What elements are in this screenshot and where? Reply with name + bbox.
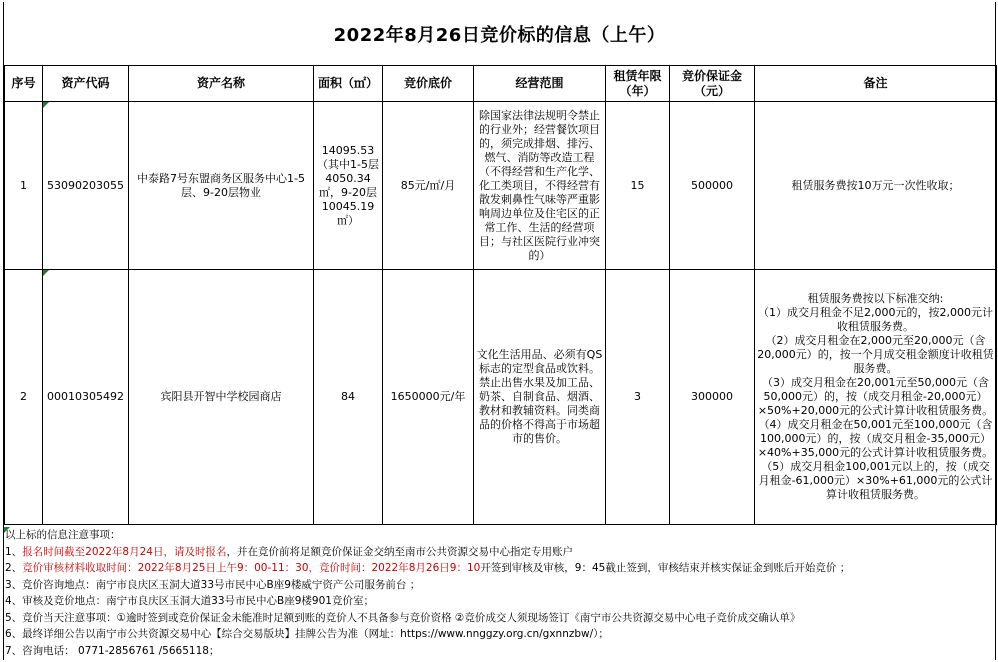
cell-deposit: 500000	[670, 102, 755, 270]
header-seq: 序号	[5, 66, 43, 102]
note-6: 6、最终详细公告以南宁市公共资源交易中心【综合交易版块】挂牌公告为准（网址：https://www.nnggzy.org.cn/gxnnzbw/）；	[5, 628, 609, 640]
remark-line: （4）成交月租金在50,001元至100,000元（含100,000元）的，按（成交月租金-35,000元）×40%+35,000元的公式计算计收租赁服务费。	[757, 418, 994, 459]
cell-code	[43, 102, 129, 270]
header-name: 资产名称	[129, 66, 314, 102]
note-5: 5、竞价当天注意事项：①逾时签到或竞价保证金未能准时足额到账的竞价人不具备参与竞价资格 ②竞价成交人须现场签订《南宁市公共资源交易中心电子竞价成交确认单》	[5, 611, 801, 624]
cell-price: 85元/㎡/月	[383, 102, 474, 270]
table-row	[5, 102, 997, 270]
remark-line: （5）成交月租金100,001元以上的，按（成交月租金-61,000元）×30%+61,000元的公式计算计收租赁服务费。	[758, 460, 993, 501]
note-4: 4、审核及竞价地点：南宁市良庆区玉洞大道33号市民中心B座9楼901竞价室；	[5, 595, 374, 607]
cell-seq: 2	[5, 270, 43, 525]
cell-area: 14095.53（其中1-5层4050.34㎡，9-20层10045.19㎡）	[314, 102, 383, 270]
spreadsheet-sheet	[3, 2, 996, 660]
cell-code-text: 53090203055	[47, 178, 124, 192]
cell-deposit: 300000	[670, 270, 755, 525]
cell-name: 宾阳县开智中学校园商店	[129, 270, 314, 525]
remark-line: （1）成交月租金不足2,000元的，按2,000元计收租赁服务费。	[758, 306, 993, 333]
note-2-rest: 开签到审核及审核，9：45截止签到，审核结束并核实保证金到账后开始竞价 ；	[480, 562, 851, 574]
cell-code-text: 00010305492	[47, 390, 124, 403]
cell-remark: 租赁服务费按10万元一次性收取；	[755, 102, 997, 270]
bid-table	[4, 65, 997, 525]
cell-area: 84	[314, 270, 383, 525]
cell-remark	[755, 270, 997, 525]
note-2-prefix: 2、	[5, 562, 23, 574]
cell-price: 1650000元/年	[383, 270, 474, 525]
table-header-row	[5, 66, 997, 102]
cell-seq: 1	[5, 102, 43, 270]
note-1	[5, 544, 996, 561]
header-deposit: 竞价保证金（元）	[670, 66, 755, 102]
note-2	[5, 560, 996, 577]
header-scope: 经营范围	[474, 66, 606, 102]
table-row	[5, 270, 997, 525]
cell-marker	[4, 527, 10, 533]
header-years: 租赁年限（年）	[606, 66, 670, 102]
note-1-rest: ，并在竞价前将足额竞价保证金交纳至南市公共资源交易中心指定专用账户	[226, 545, 573, 558]
cell-scope: 除国家法律法规明令禁止的行业外；经营餐饮项目的，须完成排烟、排污、燃气、消防等改造工程（不得经营和生产化学、化工类项目，不得经营有散发刺鼻性气味等严重影响周边单位及住宅区的正常工作、生活的经营项目；与社区医院行业冲突的）	[474, 102, 606, 270]
header-price: 竞价底价	[383, 66, 474, 102]
cell-marker	[43, 102, 49, 108]
cell-marker	[43, 270, 49, 276]
header-code: 资产代码	[43, 66, 129, 102]
cell-code	[43, 270, 129, 525]
cell-name: 中泰路7号东盟商务区服务中心1-5层、9-20层物业	[129, 102, 314, 270]
cell-years: 3	[606, 270, 670, 525]
remark-line: 租赁服务费按以下标准交纳:	[807, 292, 944, 305]
note-2-highlight: 竞价审核材料收取时间：2022年8月25日上午9：00-11：30，竞价时间：2022年8月26日9：10	[22, 562, 481, 574]
header-area: 面积（㎡）	[314, 66, 383, 102]
cell-years: 15	[606, 102, 670, 270]
note-1-prefix: 1、	[5, 545, 23, 558]
notes-section	[4, 527, 996, 660]
cell-scope: 文化生活用品、必须有QS标志的定型食品或饮料。禁止出售水果及加工品、奶茶、自制食品、烟酒、教材和教辅资料。同类商品的价格不得高于市场超市的售价。	[474, 270, 606, 525]
remark-line: （3）成交月租金在20,001元至50,000元（含50,000元）的，按（成交月租金-20,000元）×50%+20,000元的公式计算计收租赁服务费。	[757, 376, 994, 417]
note-1-highlight: 报名时间截至2022年8月24日，请及时报名	[22, 545, 227, 558]
note-3: 3、竞价咨询地点：南宁市良庆区玉洞大道33号市民中心B座9楼威宁资产公司服务前台 ；	[5, 578, 421, 591]
notes-intro: 以上标的信息注意事项：	[5, 529, 121, 541]
page-title: 2022年8月26日竞价标的信息（上午）	[4, 2, 995, 66]
remark-line: （2）成交月租金在2,000元至20,000元（含20,000元）的，按一个月成交租金额度计收租赁服务费。	[757, 334, 994, 375]
note-7: 7、咨询电话： 0771-2856761 /5665118；	[5, 644, 220, 657]
header-remark: 备注	[755, 66, 997, 102]
